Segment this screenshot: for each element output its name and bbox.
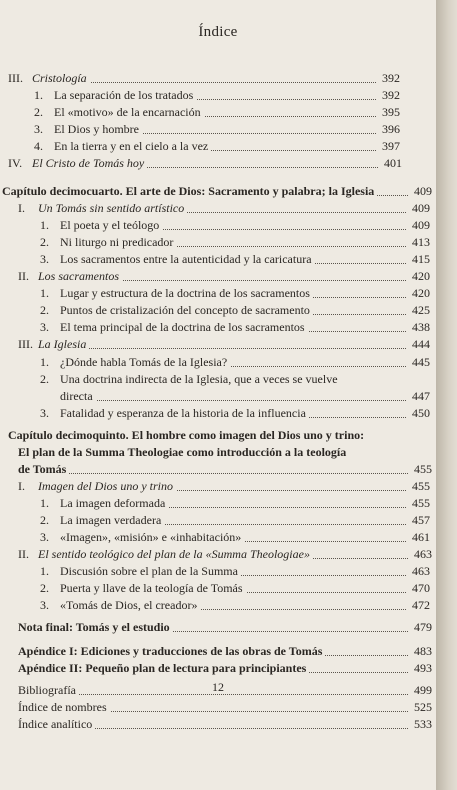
toc-entry-page: 525 [414, 700, 432, 714]
toc-entry [0, 512, 436, 529]
toc-entry-title: El Dios y hombre [54, 121, 142, 138]
toc-entry-number: I. [18, 478, 28, 495]
toc-entry-title: El poeta y el teólogo [60, 217, 162, 234]
toc-entry-number: 3. [40, 405, 52, 422]
toc-entry-page: 461 [412, 530, 430, 544]
toc-entry-number: 2. [40, 234, 52, 251]
toc-entry-title: El Cristo de Tomás hoy [32, 155, 147, 172]
dot-leader [66, 400, 406, 401]
toc-entry-title: Índice de nombres [18, 699, 110, 716]
toc-entry-page: 533 [414, 717, 432, 731]
toc-entry-page: 420 [412, 286, 430, 300]
toc-entry-title: La imagen deformada [60, 495, 168, 512]
toc-entry-number: 3. [40, 319, 52, 336]
toc-entry [0, 643, 436, 660]
toc-entry-title: La separación de los tratados [54, 87, 196, 104]
toc-entry-title: Fatalidad y esperanza de la historia de la influencia [60, 405, 309, 422]
toc-entry-page: 483 [414, 644, 432, 658]
toc-entry [0, 285, 436, 302]
toc-entry-title: Apéndice I: Ediciones y traducciones de las obras de Tomás [18, 643, 325, 660]
toc-entry-page: 472 [412, 598, 430, 612]
toc-entry-number: 4. [34, 138, 46, 155]
toc-entry-page: 470 [412, 581, 430, 595]
toc-entry [0, 444, 436, 461]
toc-entry-page: 392 [382, 71, 400, 85]
toc-entry-title: La imagen verdadera [60, 512, 164, 529]
toc-entry-title: Cristología [32, 70, 90, 87]
toc-entry-title: Los sacramentos entre la autenticidad y la caricatura [60, 251, 315, 268]
toc-entry-number: 1. [40, 285, 52, 302]
toc-entry-page: 463 [412, 564, 430, 578]
toc-entry [0, 546, 436, 563]
toc-entry [0, 155, 436, 172]
toc-entry-page: 479 [414, 620, 432, 634]
toc-entry-page: 444 [412, 337, 430, 351]
toc-entry [0, 87, 436, 104]
toc-entry-title: Capítulo decimoquinto. El hombre como imagen del Dios uno y trino: [8, 427, 367, 444]
toc-entry-page: 415 [412, 252, 430, 266]
toc-entry [0, 427, 436, 444]
toc-entry-title: Puerta y llave de la teología de Tomás [60, 580, 246, 597]
toc-entry-number: 3. [40, 597, 52, 614]
toc-entry [0, 716, 436, 733]
page-gutter-shadow [436, 0, 457, 790]
toc-entry-page: 455 [412, 479, 430, 493]
toc-entry-page: 392 [382, 88, 400, 102]
toc-entry-page: 413 [412, 235, 430, 249]
toc-entry-number: I. [18, 200, 28, 217]
toc-entry [0, 597, 436, 614]
toc-entry-number: 1. [40, 495, 52, 512]
toc-entry-title: ¿Dónde habla Tomás de la Iglesia? [60, 354, 230, 371]
toc-entry-title: directa [60, 388, 96, 405]
toc-entry [0, 268, 436, 285]
toc-entry [0, 183, 436, 200]
toc-entry [0, 336, 436, 353]
toc-entry-title: Un Tomás sin sentido artístico [38, 200, 187, 217]
toc-entry [0, 251, 436, 268]
toc-entry [0, 217, 436, 234]
toc-entry-number: III. [18, 336, 36, 353]
toc-entry [0, 461, 436, 478]
toc-entry [0, 529, 436, 546]
page-number: 12 [212, 680, 224, 694]
running-header: Índice [198, 24, 238, 40]
toc-entry-title: El tema principal de la doctrina de los sacramentos [60, 319, 308, 336]
toc-entry-page: 396 [382, 122, 400, 136]
toc-entry-title: El sentido teológico del plan de la «Summa Theologiae» [38, 546, 313, 563]
toc-entry-page: 450 [412, 406, 430, 420]
toc-entry-title: Ni liturgo ni predicador [60, 234, 176, 251]
toc-entry [0, 200, 436, 217]
toc-entry-title: El plan de la Summa Theologiae como introducción a la teología [18, 444, 349, 461]
toc-entry-number: 1. [40, 217, 52, 234]
toc-entry-page: 425 [412, 303, 430, 317]
toc-entry-number: 3. [34, 121, 46, 138]
toc-entry-title: Una doctrina indirecta de la Iglesia, que a veces se vuelve [60, 371, 341, 388]
toc-entry [0, 405, 436, 422]
toc-entry [0, 302, 436, 319]
toc-entry-title: Puntos de cristalización del concepto de sacramento [60, 302, 313, 319]
toc-entry-page: 409 [412, 218, 430, 232]
toc-entry-page: 447 [412, 389, 430, 403]
toc-entry [0, 121, 436, 138]
toc-entry-number: II. [18, 546, 32, 563]
toc-entry-page: 395 [382, 105, 400, 119]
toc-entry-title: de Tomás [18, 461, 69, 478]
toc-entry-title: Índice analítico [18, 716, 95, 733]
toc-entry-page: 455 [414, 462, 432, 476]
toc-entry-page: 397 [382, 139, 400, 153]
toc-entry [0, 495, 436, 512]
toc-entry-number: 2. [40, 512, 52, 529]
toc-entry-title: Imagen del Dios uno y trino [38, 478, 176, 495]
toc-entry [0, 319, 436, 336]
toc-entry-number: III. [8, 70, 26, 87]
toc-entry-title: Capítulo decimocuarto. El arte de Dios: Sacramento y palabra; la Iglesia [2, 183, 377, 200]
toc-entry [0, 371, 436, 388]
toc-entry-number: 2. [40, 302, 52, 319]
toc-entry-page: 457 [412, 513, 430, 527]
toc-entry [0, 70, 436, 87]
toc-entry [0, 104, 436, 121]
toc-entry [0, 354, 436, 371]
toc-entry [0, 699, 436, 716]
toc-entry-number: II. [18, 268, 32, 285]
toc-entry [0, 234, 436, 251]
toc-entry-title: Nota final: Tomás y el estudio [18, 619, 173, 636]
toc-entry-title: Discusión sobre el plan de la Summa [60, 563, 241, 580]
toc-entry [0, 580, 436, 597]
toc-entry-number: IV. [8, 155, 25, 172]
toc-entry-title: «Tomás de Dios, el creador» [60, 597, 200, 614]
toc-entry-page: 401 [384, 156, 402, 170]
toc-entry-title: Apéndice II: Pequeño plan de lectura para principiantes [18, 660, 309, 677]
toc-entry-page: 463 [414, 547, 432, 561]
toc-entry-page: 420 [412, 269, 430, 283]
toc-entry-page: 438 [412, 320, 430, 334]
toc-entry-number: 3. [40, 529, 52, 546]
dot-leader [44, 348, 406, 349]
toc-entry-title: «Imagen», «misión» e «inhabitación» [60, 529, 244, 546]
toc-entry-title: Los sacramentos [38, 268, 122, 285]
toc-entry [0, 619, 436, 636]
toc-entry-page: 409 [412, 201, 430, 215]
toc-entry [0, 388, 436, 405]
toc-entry [0, 563, 436, 580]
toc-entry-title: Lugar y estructura de la doctrina de los sacramentos [60, 285, 313, 302]
toc-entry-number: 2. [40, 580, 52, 597]
toc-entry-page: 455 [412, 496, 430, 510]
toc-entry-number: 2. [34, 104, 46, 121]
toc-entry-number: 1. [40, 563, 52, 580]
toc-entry-page: 409 [414, 184, 432, 198]
toc-entry-number: 1. [34, 87, 46, 104]
toc-entry-title: El «motivo» de la encarnación [54, 104, 204, 121]
toc-entry-title: La Iglesia [38, 336, 89, 353]
toc-entry-title: Bibliografía [18, 682, 79, 699]
toc-entry-page: 493 [414, 661, 432, 675]
toc-entry [0, 138, 436, 155]
toc-entry-number: 1. [40, 354, 52, 371]
toc-entry-number: 3. [40, 251, 52, 268]
toc-entry [0, 660, 436, 677]
dot-leader [24, 473, 408, 474]
toc-entry-number: 2. [40, 371, 52, 388]
toc-entry-title: En la tierra y en el cielo a la vez [54, 138, 211, 155]
toc-entry [0, 478, 436, 495]
toc-entry-page: 499 [414, 683, 432, 697]
toc-entry-page: 445 [412, 355, 430, 369]
